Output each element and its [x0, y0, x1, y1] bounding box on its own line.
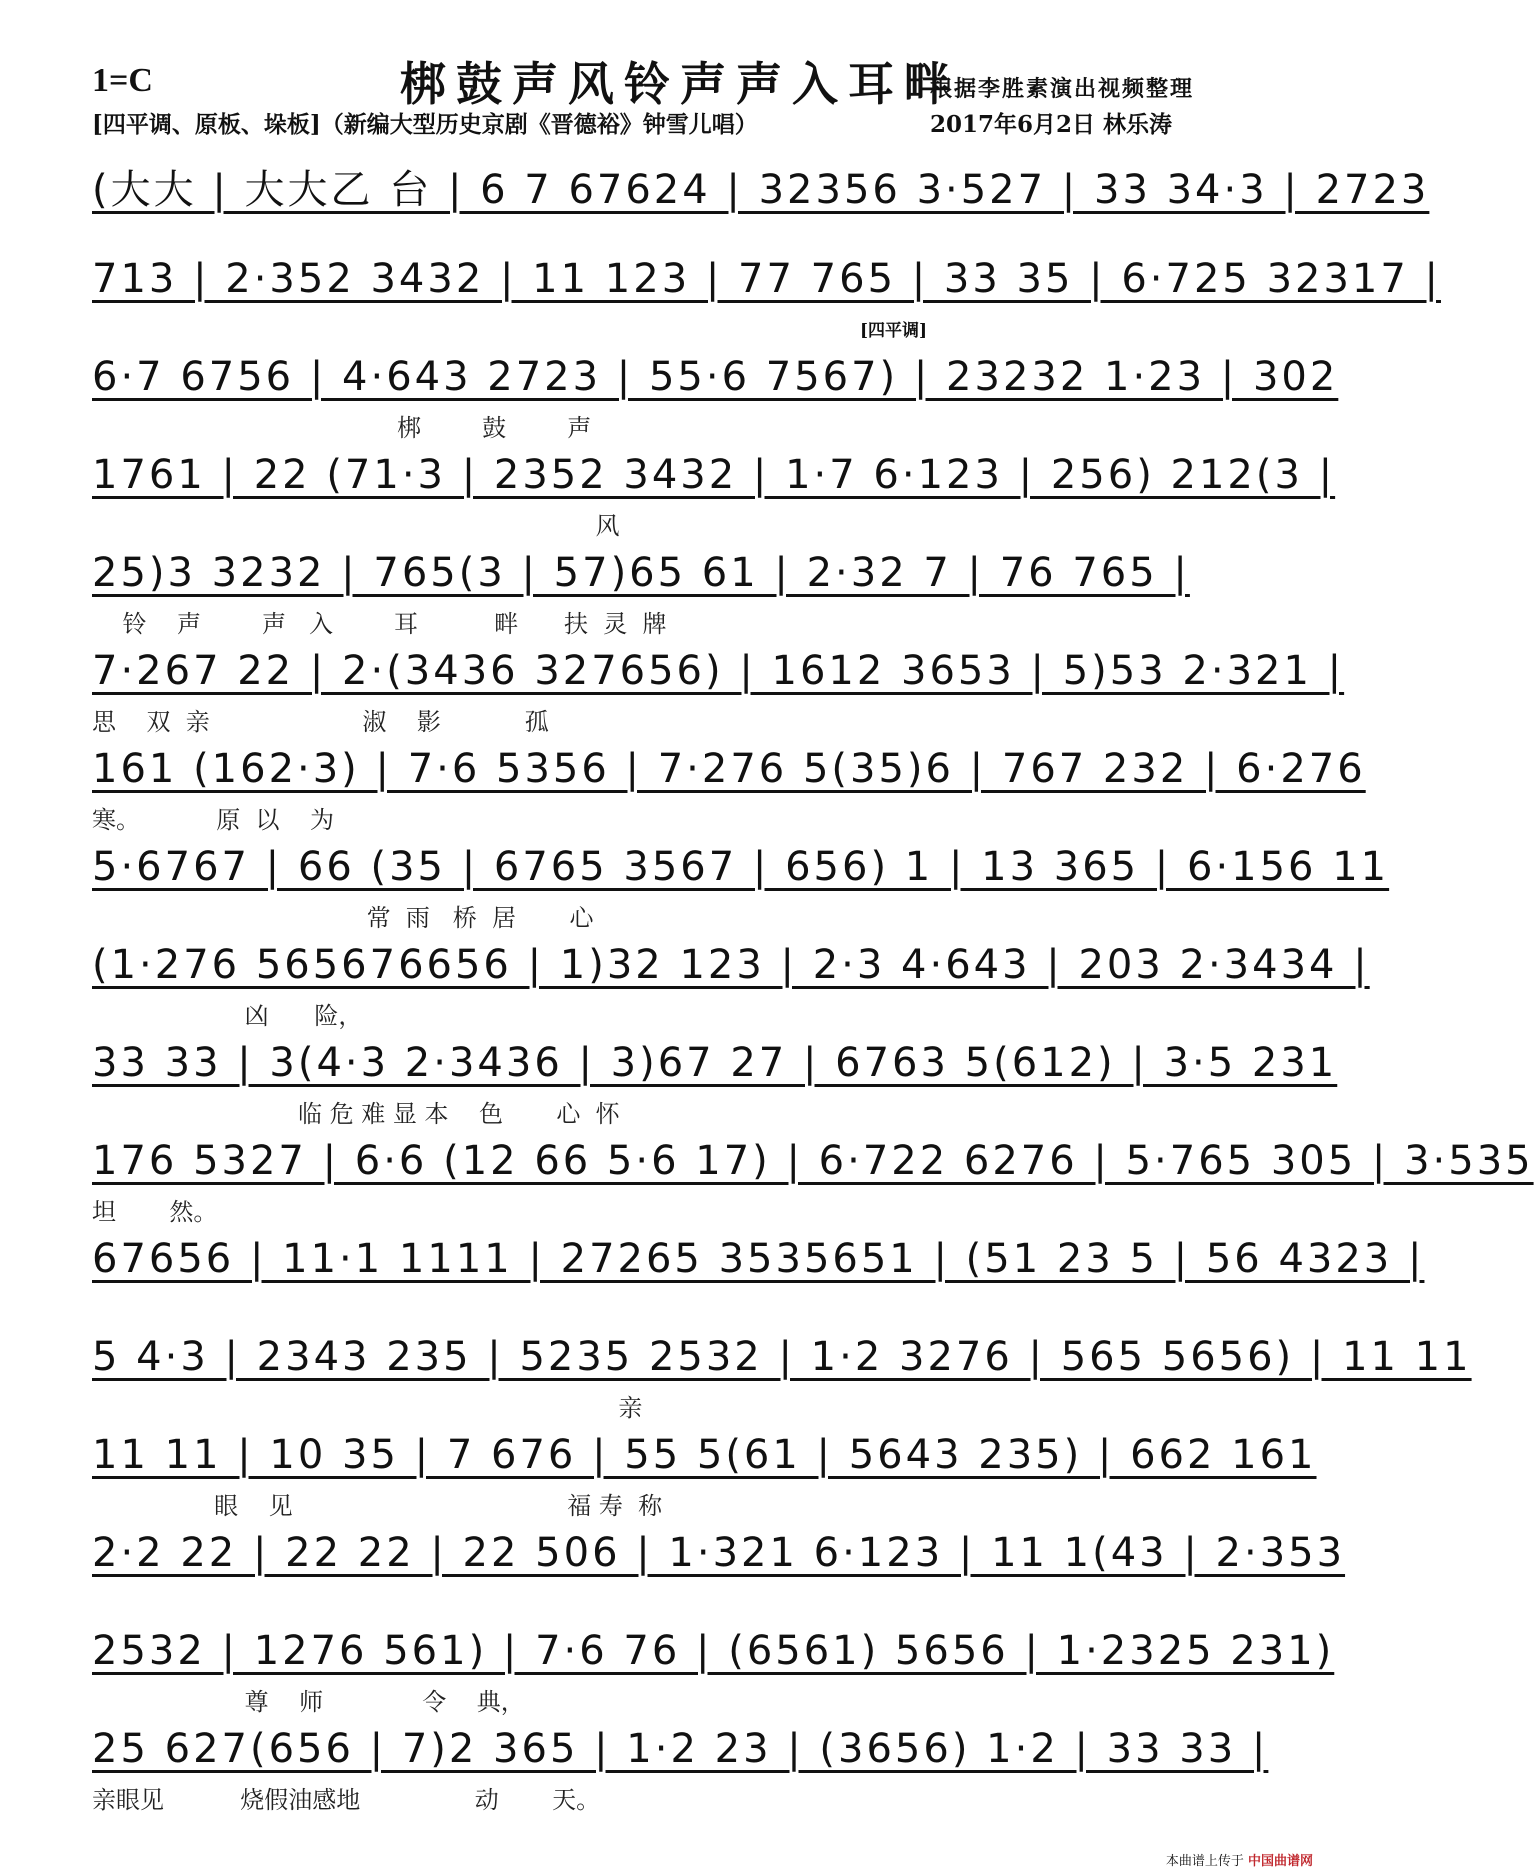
score-row: [92, 248, 1441, 346]
lyric-line: 常 雨 桥 居 心: [92, 904, 594, 932]
lyric-line: 凶 险，: [92, 1002, 363, 1030]
notation-line: 7·267 22 | 2·(3436 327656) | 1612 3653 | 5)53 2·321 |: [92, 648, 1345, 694]
lyric-line: 梆 鼓 声: [92, 414, 592, 442]
score-title: 梆鼓声风铃声声入耳畔: [400, 57, 960, 111]
score-row: [92, 1228, 1425, 1326]
score-row: [92, 150, 1430, 248]
notation-line: 11 11 | 10 35 | 7 676 | 55 5(61 | 5643 235) | 662 161: [92, 1432, 1317, 1478]
score-row: [92, 1130, 1534, 1228]
lyric-line: 坦 然。: [92, 1198, 218, 1226]
score-row: [92, 1032, 1338, 1130]
score-row: [92, 934, 1370, 1032]
score-row: [92, 1522, 1346, 1620]
score-row: [92, 1718, 1269, 1816]
notation-line: 25 627(656 | 7)2 365 | 1·2 23 | (3656) 1·2 | 33 33 |: [92, 1726, 1269, 1772]
uploader-text: 本曲谱上传于: [1165, 1854, 1244, 1869]
notation-line: (1·276 565676656 | 1)32 123 | 2·3 4·643 | 203 2·3434 |: [92, 942, 1370, 988]
score-subtitle: [四平调、原板、垛板]（新编大型历史京剧《晋德裕》钟雪儿唱）: [92, 111, 758, 138]
score-row: [92, 836, 1390, 934]
lyric-line: 眼 见 福 寿 称: [92, 1492, 663, 1520]
score-row: [92, 1326, 1472, 1424]
score-row: [92, 1424, 1317, 1522]
notation-line: 5·6767 | 66 (35 | 6765 3567 | 656) 1 | 13 365 | 6·156 11: [92, 844, 1390, 890]
footer-watermark: [1166, 1850, 1313, 1869]
source-note: 根据李胜素演出视频整理: [930, 76, 1195, 102]
lyric-line: 思 双 亲 淑 影 孤: [92, 708, 549, 736]
section-marker: [四平调]: [860, 321, 928, 341]
lyric-line: 亲: [92, 1394, 643, 1422]
lyric-line: 尊 师 令 典，: [92, 1688, 525, 1716]
score-row: [92, 1620, 1335, 1718]
key-signature: 1=C: [92, 62, 153, 99]
notation-line: 713 | 2·352 3432 | 11 123 | 77 765 | 33 35 | 6·725 32317 |: [92, 256, 1441, 302]
score-body: [92, 150, 1534, 1816]
notation-line: 176 5327 | 6·6 (12 66 5·6 17) | 6·722 6276 | 5·765 305 | 3·535: [92, 1138, 1534, 1184]
notation-line: 2·2 22 | 22 22 | 22 506 | 1·321 6·123 | 11 1(43 | 2·353: [92, 1530, 1346, 1576]
lyric-line: 临 危 难 显 本 色 心 怀: [92, 1100, 620, 1128]
lyric-line: 风: [92, 512, 620, 540]
score-row: [92, 542, 1252, 640]
date-author: 2017年6月2日 林乐涛: [930, 111, 1173, 138]
lyric-line: 亲眼见 烧假油感地 动 天。: [92, 1786, 601, 1814]
notation-line: 1761 | 22 (71·3 | 2352 3432 | 1·7 6·123 | 256) 212(3 |: [92, 452, 1336, 498]
notation-line: (大大 | 大大乙 台 | 6 7 67624 | 32356 3·527 | 33 34·3 | 2723: [92, 167, 1430, 213]
score-row: [92, 640, 1345, 738]
notation-line: 25)3 3232 | 765(3 | 57)65 61 | 2·32 7 | 76 765 |: [92, 550, 1190, 596]
notation-line: 33 33 | 3(4·3 2·3436 | 3)67 27 | 6763 5(612) | 3·5 231: [92, 1040, 1338, 1086]
lyric-line: 铃 声 声 入 耳 畔 扶 灵 牌: [92, 610, 667, 638]
notation-line: 161 (162·3) | 7·6 5356 | 7·276 5(35)6 | 767 232 | 6·276: [92, 746, 1366, 792]
notation-line: 6·7 6756 | 4·643 2723 | 55·6 7567) | 23232 1·23 | 302: [92, 354, 1339, 400]
notation-line: 5 4·3 | 2343 235 | 5235 2532 | 1·2 3276 | 565 5656) | 11 11: [92, 1334, 1472, 1380]
score-row: [92, 738, 1366, 836]
site-logo: 中国曲谱网: [1247, 1854, 1313, 1869]
score-row: [92, 444, 1336, 542]
score-row: [92, 346, 1339, 444]
notation-line: 67656 | 11·1 1111 | 27265 3535651 | (51 23 5 | 56 4323 |: [92, 1236, 1425, 1282]
lyric-line: 寒。 原 以 为: [92, 806, 335, 834]
notation-line: 2532 | 1276 561) | 7·6 76 | (6561) 5656 | 1·2325 231): [92, 1628, 1335, 1674]
